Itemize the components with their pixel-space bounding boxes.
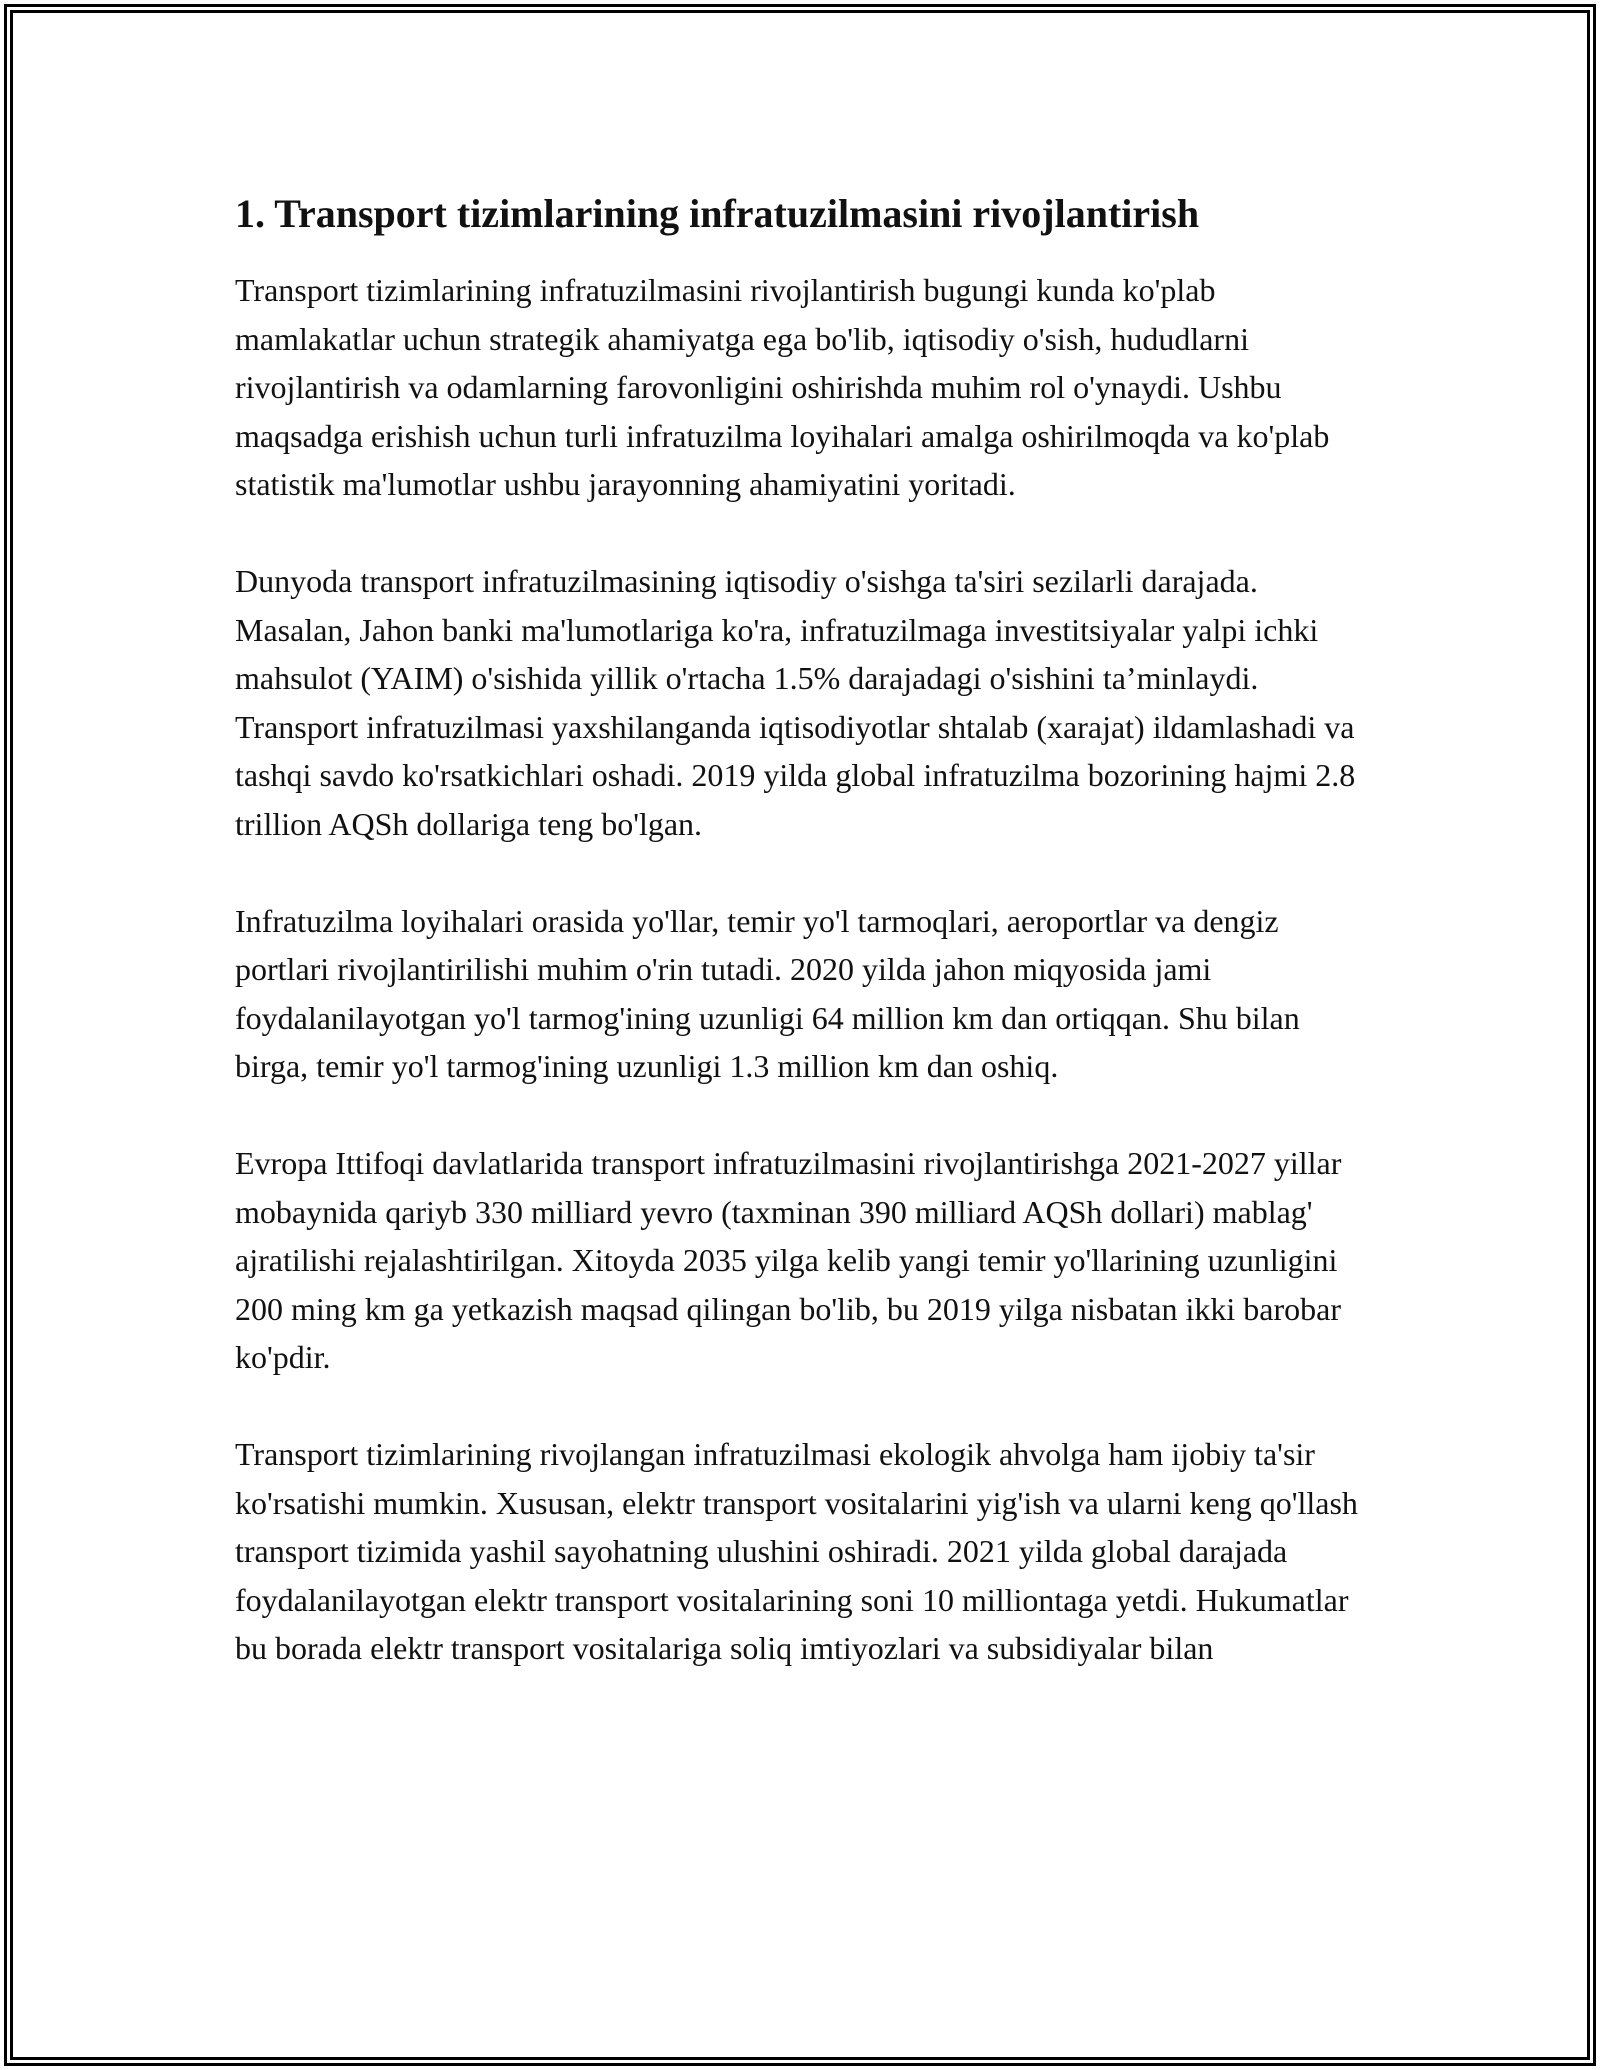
paragraph-2: Dunyoda transport infratuzilmasining iqtisodiy o'sishga ta'siri sezilarli darajada. Masalan, Jahon banki ma'lumotlariga ko'ra, infratuzilmaga investitsiyalar yalpi ichki mahsulot (YAIM) o'sishida yillik o'rtacha 1.5% darajadagi o'sishini ta’minlaydi. Transport infratuzilmasi yaxshilanganda iqtisodiyotlar shtalab (xarajat) ildamlashadi va tashqi savdo ko'rsatkichlari oshadi. 2019 yilda global infratuzilma bozorining hajmi 2.8 trillion AQSh dollariga teng bo'lgan. — [235, 563, 1356, 842]
paragraph-5: Transport tizimlarining rivojlangan infratuzilmasi ekologik ahvolga ham ijobiy ta'sir ko'rsatishi mumkin. Xususan, elektr transport vositalarini yig'ish va ularni keng qo'llash transport tizimida yashil sayohatning ulushini oshiradi. 2021 yilda global darajada foydalanilayotgan elektr transport vositalarining soni 10 milliontaga yetdi. Hukumatlar bu borada elektr transport vositalariga soliq imtiyozlari va subsidiyalar bilan — [235, 1436, 1358, 1666]
paragraph-1: Transport tizimlarining infratuzilmasini rivojlantirish bugungi kunda ko'plab mamlakatlar uchun strategik ahamiyatga ega bo'lib, iqtisodiy o'sish, hududlarni rivojlantirish va odamlarning farovonligini oshirishda muhim rol o'ynaydi. Ushbu maqsadga erishish uchun turli infratuzilma loyihalari amalga oshirilmoqda va ko'plab statistik ma'lumotlar ushbu jarayonning ahamiyatini yoritadi. — [235, 272, 1330, 502]
paragraph-4: Evropa Ittifoqi davlatlarida transport infratuzilmasini rivojlantirishga 2021-2027 yillar mobaynida qariyb 330 milliard yevro (taxminan 390 milliard AQSh dollari) mablag' ajratilishi rejalashtirilgan. Xitoyda 2035 yilga kelib yangi temir yo'llarining uzunligini 200 ming km ga yetkazish maqsad qilingan bo'lib, bu 2019 yilga nisbatan ikki barobar ko'pdir. — [235, 1145, 1342, 1375]
document-body — [235, 190, 1375, 1721]
paragraph-3: Infratuzilma loyihalari orasida yo'llar, temir yo'l tarmoqlari, aeroportlar va dengiz portlari rivojlantirilishi muhim o'rin tutadi. 2020 yilda jahon miqyosida jami foydalanilayotgan yo'l tarmog'ining uzunligi 64 million km dan ortiqqan. Shu bilan birga, temir yo'l tarmog'ining uzunligi 1.3 million km dan oshiq. — [235, 902, 1300, 1084]
document-title: 1. Transport tizimlarining infratuzilmasini rivojlantirish — [235, 191, 1200, 236]
